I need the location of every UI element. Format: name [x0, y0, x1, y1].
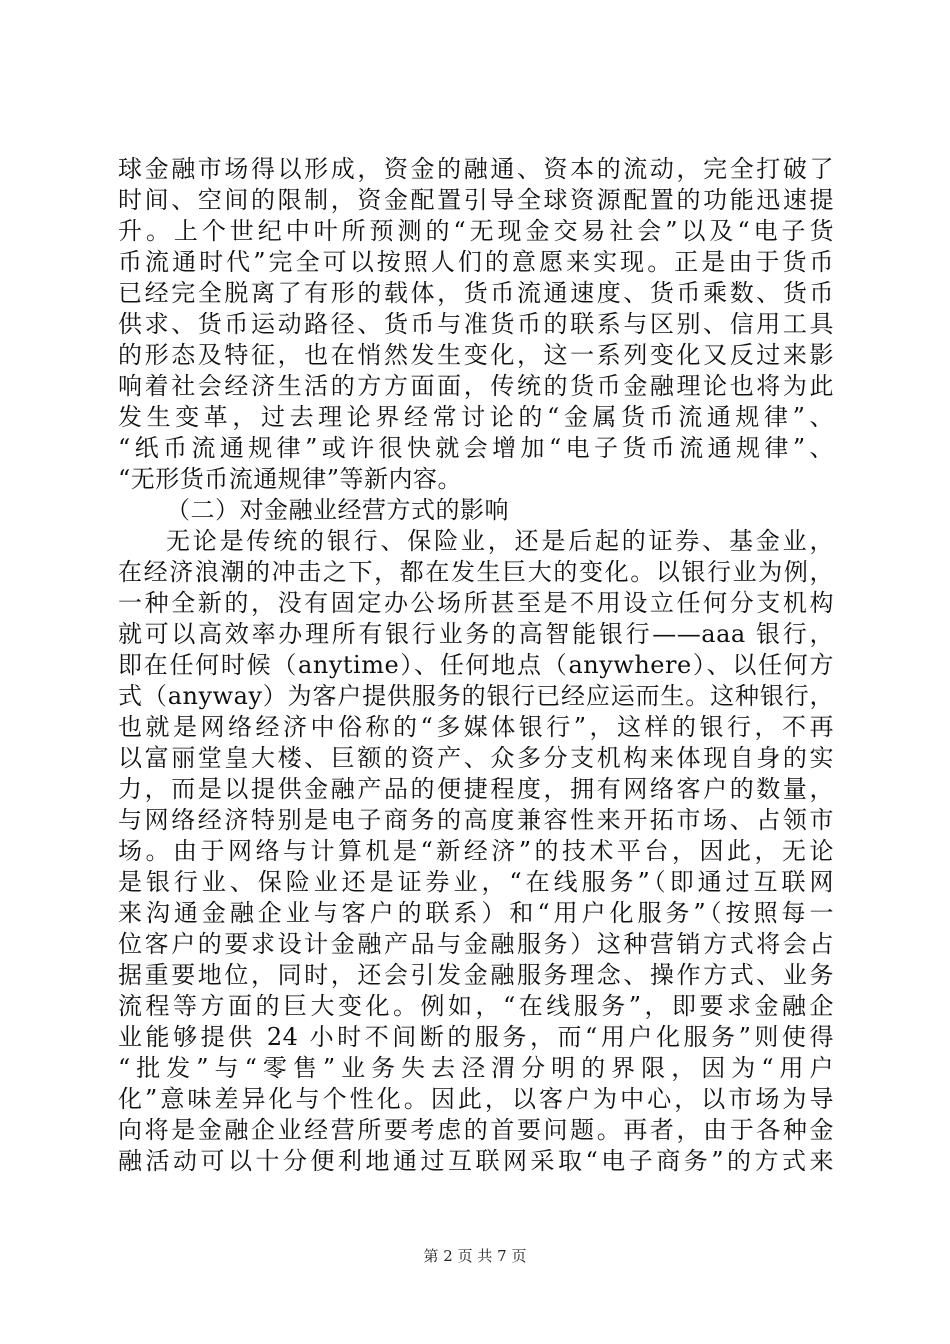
text-line: 即在任何时候（anytime）、任何地点（anywhere）、以任何方	[118, 651, 834, 679]
text-line: 位客户的要求设计金融产品与金融服务）这种营销方式将会占	[118, 930, 834, 958]
text-line: 与网络经济特别是电子商务的高度兼容性来开拓市场、占领市	[118, 806, 834, 834]
section-heading: （二）对金融业经营方式的影响	[166, 496, 509, 524]
text-line: 无论是传统的银行、保险业，还是后起的证券、基金业，	[166, 527, 834, 555]
body-text	[118, 154, 834, 1177]
text-line: “无形货币流通规律”等新内容。	[118, 465, 463, 493]
text-line: “纸币流通规律”或许很快就会增加“电子货币流通规律”、	[118, 434, 834, 462]
text-line: 式（anyway）为客户提供服务的银行已经应运而生。这种银行，	[118, 682, 834, 710]
text-line: 向将是金融企业经营所要考虑的首要问题。再者，由于各种金	[118, 1116, 834, 1144]
text-line: 时间、空间的限制，资金配置引导全球资源配置的功能迅速提	[118, 186, 834, 214]
text-line: 响着社会经济生活的方方面面，传统的货币金融理论也将为此	[118, 372, 834, 400]
text-line: 就可以高效率办理所有银行业务的高智能银行——aaa 银行，	[118, 620, 834, 648]
text-line: 也就是网络经济中俗称的“多媒体银行”，这样的银行，不再	[118, 713, 834, 741]
text-line: 流程等方面的巨大变化。例如，“在线服务”，即要求金融企	[118, 992, 834, 1020]
text-line: 发生变革，过去理论界经常讨论的“金属货币流通规律”、	[118, 403, 834, 431]
text-line: 业能够提供 24 小时不间断的服务，而“用户化服务”则使得	[118, 1023, 834, 1051]
text-line: 币流通时代”完全可以按照人们的意愿来实现。正是由于货币	[118, 248, 834, 276]
text-line: 供求、货币运动路径、货币与准货币的联系与区别、信用工具	[118, 310, 834, 338]
text-line: 一种全新的，没有固定办公场所甚至是不用设立任何分支机构	[118, 589, 834, 617]
page-number-footer: 第 2 页 共 7 页	[423, 1247, 527, 1265]
text-line: 的形态及特征，也在悄然发生变化，这一系列变化又反过来影	[118, 341, 834, 369]
text-line: 融活动可以十分便利地通过互联网采取“电子商务”的方式来	[118, 1147, 834, 1175]
text-line: 以富丽堂皇大楼、巨额的资产、众多分支机构来体现自身的实	[118, 744, 834, 772]
text-line: 升。上个世纪中叶所预测的“无现金交易社会”以及“电子货	[118, 217, 834, 245]
text-line: 化”意味差异化与个性化。因此，以客户为中心，以市场为导	[118, 1085, 834, 1113]
text-line: 来沟通金融企业与客户的联系）和“用户化服务”（按照每一	[118, 899, 834, 927]
text-line: 力，而是以提供金融产品的便捷程度，拥有网络客户的数量，	[118, 775, 834, 803]
text-line: 场。由于网络与计算机是“新经济”的技术平台，因此，无论	[118, 837, 834, 865]
text-line: 是银行业、保险业还是证券业，“在线服务”（即通过互联网	[118, 868, 834, 896]
text-line: 已经完全脱离了有形的载体，货币流通速度、货币乘数、货币	[118, 279, 834, 307]
text-line: 球金融市场得以形成，资金的融通、资本的流动，完全打破了	[118, 155, 834, 183]
text-line: 据重要地位，同时，还会引发金融服务理念、操作方式、业务	[118, 961, 834, 989]
text-line: 在经济浪潮的冲击之下，都在发生巨大的变化。以银行业为例，	[118, 558, 834, 586]
text-line: “批发”与“零售”业务失去泾渭分明的界限，因为“用户	[118, 1054, 834, 1082]
